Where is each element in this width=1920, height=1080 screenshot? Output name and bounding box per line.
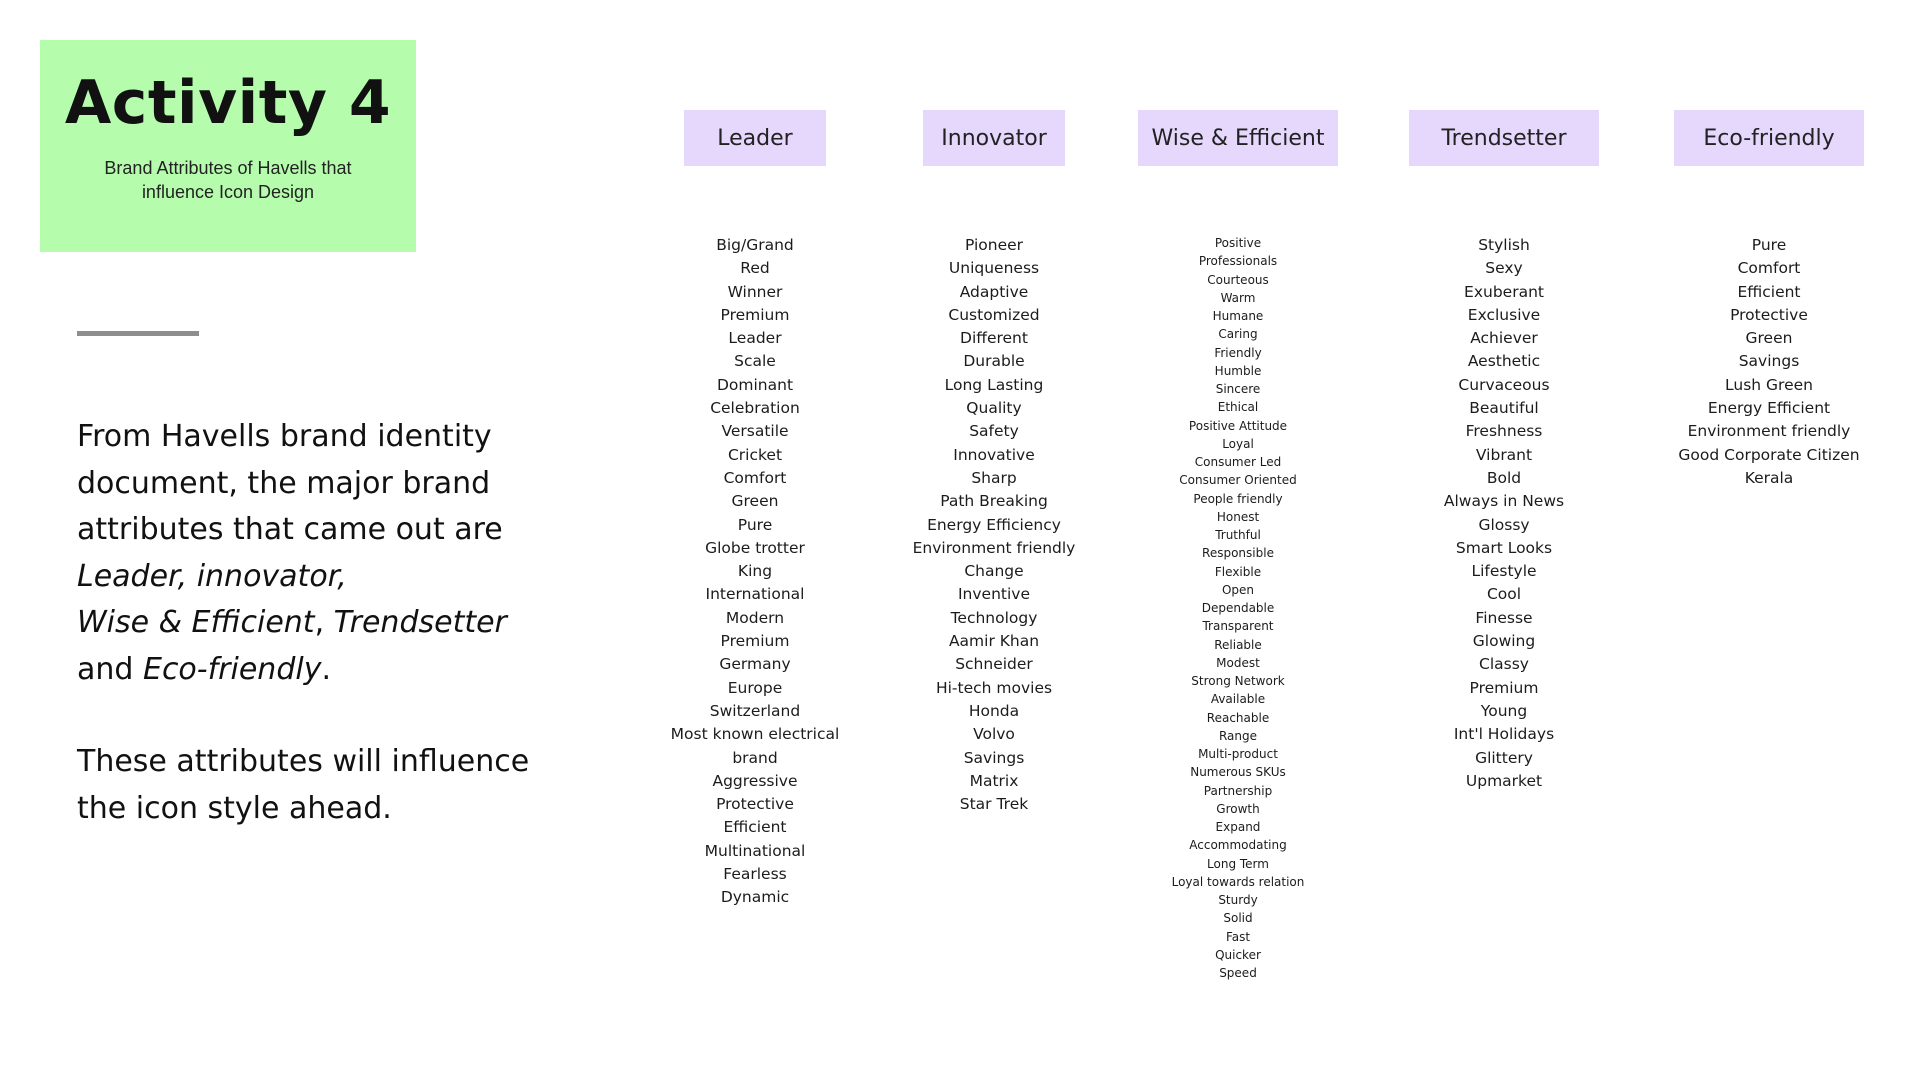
- attribute-item: Premium: [720, 305, 790, 324]
- attribute-item: Quicker: [1215, 947, 1261, 962]
- attribute-item: Dominant: [716, 375, 794, 394]
- attribute-item: Honest: [1216, 509, 1260, 524]
- attribute-item: Germany: [719, 655, 791, 674]
- attribute-item: Glittery: [1475, 748, 1533, 767]
- attribute-item: Loyal towards relation: [1171, 874, 1305, 889]
- attribute-item: Consumer Led: [1194, 455, 1282, 469]
- attribute-item: Accommodating: [1189, 838, 1287, 853]
- attribute-item: Innovative: [953, 445, 1035, 464]
- attribute-item: Honda: [968, 701, 1020, 720]
- attribute-item: Positive Attitude: [1188, 418, 1288, 433]
- attribute-item: Curvaceous: [1458, 375, 1550, 394]
- attribute-item: Young: [1480, 701, 1528, 720]
- attribute-item: Schneider: [955, 655, 1033, 674]
- attribute-item: Finesse: [1475, 608, 1533, 627]
- attribute-item: Consumer Oriented: [1179, 473, 1297, 488]
- attribute-item: Courteous: [1207, 272, 1269, 287]
- attribute-item: King: [737, 562, 773, 581]
- attribute-item: Savings: [1738, 352, 1800, 371]
- attribute-item: Ethical: [1217, 400, 1259, 415]
- attribute-item: Solid: [1223, 911, 1253, 926]
- attribute-item: Humane: [1212, 309, 1264, 323]
- attribute-item: Dependable: [1201, 601, 1275, 615]
- attribute-item: Safety: [969, 422, 1019, 441]
- description-italic-4: Eco-friendly: [142, 651, 322, 687]
- page-title: Activity 4: [64, 68, 392, 138]
- attribute-list-trendsetter: [1409, 234, 1599, 793]
- column-header-trendsetter: Trendsetter: [1409, 110, 1599, 166]
- attribute-item: Flexible: [1214, 564, 1262, 579]
- attribute-item: Friendly: [1214, 345, 1262, 360]
- attribute-item: Multi-product: [1198, 747, 1278, 761]
- attribute-item: Glossy: [1478, 515, 1530, 534]
- attribute-item: Environment friendly: [912, 538, 1076, 557]
- attribute-item: Protective: [716, 795, 794, 814]
- attribute-item: Lifestyle: [1471, 562, 1537, 581]
- attribute-item: Long Term: [1207, 856, 1269, 871]
- attribute-item: Pure: [737, 515, 773, 534]
- attribute-item: Sharp: [971, 468, 1017, 487]
- attribute-item: Versatile: [721, 422, 789, 441]
- attribute-item: Premium: [720, 632, 790, 651]
- description-italic-3: Trendsetter: [333, 605, 507, 640]
- attribute-item: Green: [1745, 329, 1793, 348]
- attribute-item: Globe trotter: [705, 538, 805, 557]
- attribute-item: Numerous SKUs: [1190, 765, 1286, 780]
- column-eco-friendly: [1659, 110, 1879, 490]
- attribute-list-eco-friendly: [1659, 234, 1879, 490]
- attribute-item: Adaptive: [959, 282, 1029, 301]
- attribute-item: Long Lasting: [944, 375, 1044, 394]
- attribute-item: Volvo: [973, 725, 1015, 744]
- attribute-item: Efficient: [1737, 282, 1801, 301]
- attribute-item: Reliable: [1214, 637, 1262, 652]
- attribute-item: Europe: [727, 678, 783, 697]
- attribute-item: Energy Efficient: [1707, 399, 1831, 418]
- attribute-item: Aesthetic: [1467, 352, 1541, 371]
- divider-rule: [77, 331, 199, 336]
- attribute-item: Strong Network: [1191, 674, 1285, 688]
- attribute-item: Modern: [725, 608, 785, 627]
- attribute-item: Freshness: [1465, 422, 1543, 441]
- attribute-item: Celebration: [710, 399, 800, 418]
- attribute-item: Aggressive: [712, 771, 798, 790]
- attribute-item: Lush Green: [1725, 375, 1813, 394]
- attribute-item: Growth: [1216, 801, 1260, 816]
- attribute-item: Comfort: [723, 468, 787, 487]
- description-and: and: [77, 651, 143, 687]
- attribute-item: Exclusive: [1467, 305, 1541, 324]
- attribute-list-innovator: [894, 234, 1094, 816]
- attribute-item: Modest: [1216, 655, 1260, 670]
- attribute-item: Positive: [1214, 236, 1262, 250]
- attribute-item: Red: [740, 259, 770, 278]
- attribute-item: Pure: [1751, 236, 1787, 254]
- column-leader: [660, 110, 850, 910]
- description-line-1: From Havells brand identity document, the major brand attributes that came out are: [77, 419, 503, 547]
- attribute-item: Kerala: [1744, 468, 1794, 487]
- attribute-item: Range: [1218, 728, 1258, 743]
- description-comma: ,: [314, 605, 334, 640]
- attribute-item: Warm: [1220, 290, 1256, 305]
- attribute-item: Savings: [963, 748, 1025, 767]
- attribute-item: Inventive: [957, 585, 1031, 604]
- attribute-item: Multinational: [704, 841, 806, 860]
- attribute-item: Loyal: [1222, 436, 1254, 451]
- attribute-item: Environment friendly: [1687, 422, 1851, 441]
- title-box: [40, 40, 416, 252]
- attribute-item: Comfort: [1737, 259, 1801, 278]
- attribute-item: Switzerland: [709, 701, 801, 720]
- attribute-item: Technology: [950, 608, 1038, 627]
- attribute-item: Transparent: [1202, 619, 1274, 634]
- attribute-list-wise-efficient: [1138, 234, 1338, 982]
- attribute-item: Pioneer: [964, 236, 1024, 254]
- attribute-item: Fearless: [723, 865, 787, 884]
- description-paragraph-2: These attributes will influence the icon style ahead.: [77, 744, 530, 826]
- attribute-item: Bold: [1486, 468, 1522, 487]
- attribute-item: International: [705, 585, 805, 604]
- attribute-item: Change: [964, 562, 1024, 581]
- attribute-item: Quality: [966, 399, 1022, 418]
- page-subtitle: Brand Attributes of Havells that influence Icon Design: [104, 158, 352, 202]
- attribute-item: Path Breaking: [940, 492, 1048, 511]
- attribute-item: Premium: [1469, 678, 1539, 697]
- attribute-item: Durable: [963, 352, 1025, 371]
- attribute-item: Aamir Khan: [948, 632, 1040, 651]
- attribute-item: Sexy: [1485, 259, 1523, 278]
- attribute-item: Glowing: [1472, 632, 1536, 651]
- attribute-item: Uniqueness: [948, 259, 1040, 278]
- attribute-item: Truthful: [1215, 528, 1261, 542]
- attribute-item: Star Trek: [959, 795, 1029, 814]
- attribute-item: Dynamic: [720, 888, 790, 907]
- attribute-item: Fast: [1225, 929, 1251, 944]
- attribute-item: Responsible: [1202, 546, 1274, 561]
- attribute-item: Stylish: [1478, 236, 1530, 254]
- attribute-item: People friendly: [1193, 491, 1283, 506]
- attribute-item: Speed: [1219, 966, 1257, 980]
- column-trendsetter: [1409, 110, 1599, 793]
- column-wise-efficient: [1138, 110, 1338, 982]
- attribute-item: Cricket: [727, 445, 783, 464]
- attribute-item: Energy Efficiency: [927, 515, 1061, 534]
- attribute-list-leader: [660, 234, 850, 910]
- attribute-item: Protective: [1730, 305, 1808, 324]
- attribute-item: Int'l Holidays: [1453, 725, 1555, 744]
- attribute-item: Partnership: [1203, 783, 1273, 798]
- column-innovator: [894, 110, 1094, 816]
- attribute-item: Open: [1221, 582, 1255, 597]
- column-header-innovator: Innovator: [923, 110, 1065, 166]
- description: [77, 414, 577, 832]
- column-header-wise-efficient: Wise & Efficient: [1138, 110, 1338, 166]
- column-header-leader: Leader: [684, 110, 826, 166]
- column-header-eco-friendly: Eco-friendly: [1674, 110, 1864, 166]
- attribute-item: Matrix: [969, 771, 1019, 790]
- attribute-item: Vibrant: [1475, 445, 1533, 464]
- attribute-item: Leader: [728, 329, 782, 348]
- attribute-item: Achiever: [1470, 329, 1538, 348]
- description-italic-2: Wise & Efficient: [77, 605, 315, 640]
- attribute-item: Big/Grand: [716, 236, 794, 254]
- attribute-item: Sturdy: [1218, 893, 1258, 907]
- attribute-item: Upmarket: [1465, 771, 1543, 790]
- attribute-item: Customized: [948, 305, 1040, 324]
- attribute-item: Different: [960, 329, 1028, 348]
- attribute-item: Available: [1210, 692, 1266, 707]
- attribute-item: Scale: [734, 352, 776, 371]
- attribute-item: Professionals: [1198, 254, 1278, 269]
- description-period: .: [321, 651, 331, 687]
- attribute-item: Green: [731, 492, 779, 511]
- attribute-item: Cool: [1486, 585, 1522, 604]
- attribute-item: Humble: [1214, 363, 1262, 378]
- attribute-item: Expand: [1215, 820, 1261, 834]
- attribute-item: Sincere: [1215, 382, 1261, 396]
- description-italic-1: Leader, innovator,: [77, 558, 347, 594]
- attribute-item: Reachable: [1206, 710, 1270, 725]
- attribute-item: Smart Looks: [1455, 538, 1553, 557]
- attribute-item: Always in News: [1443, 492, 1565, 511]
- attribute-item: Most known electrical brand: [670, 725, 840, 767]
- attribute-item: Good Corporate Citizen: [1678, 445, 1860, 464]
- attribute-item: Classy: [1479, 655, 1529, 674]
- attribute-item: Exuberant: [1464, 282, 1544, 301]
- attribute-item: Caring: [1218, 327, 1258, 342]
- attribute-item: Beautiful: [1469, 399, 1539, 418]
- attribute-item: Hi-tech movies: [935, 678, 1053, 697]
- attribute-item: Efficient: [723, 818, 787, 837]
- attribute-item: Winner: [727, 282, 783, 301]
- description-paragraph-1: [77, 414, 577, 693]
